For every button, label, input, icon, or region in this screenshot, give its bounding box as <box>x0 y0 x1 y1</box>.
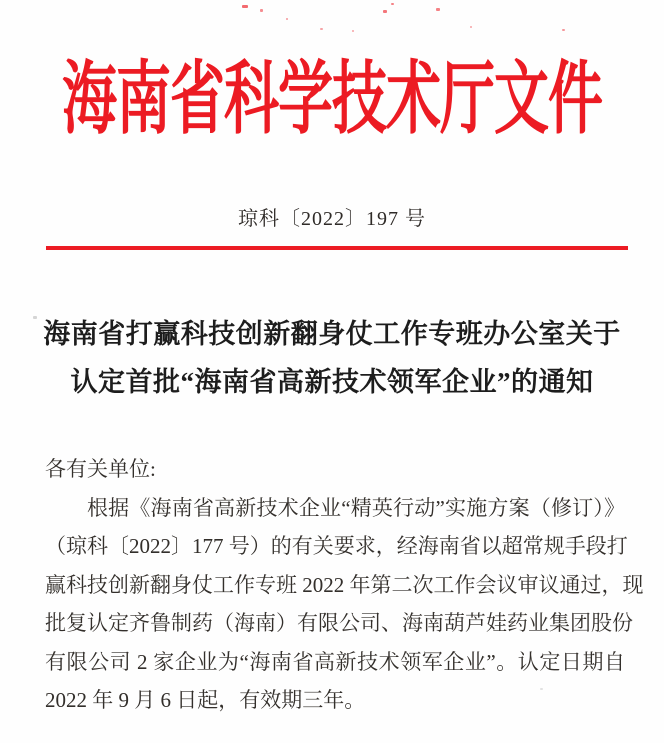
scan-artifact <box>242 5 248 8</box>
body-line: 批复认定齐鲁制药（海南）有限公司、海南葫芦娃药业集团股份 <box>45 611 633 635</box>
red-separator-line <box>46 246 628 250</box>
notice-title <box>18 310 646 406</box>
body-line: 2022 年 9 月 6 日起，有效期三年。 <box>45 688 366 712</box>
salutation: 各有关单位: <box>45 457 156 481</box>
scan-artifact <box>436 8 440 11</box>
notice-title-line1: 海南省打赢科技创新翻身仗工作专班办公室关于 <box>43 319 621 349</box>
body-line: 有限公司 2 家企业为“海南省高新技术领军企业”。认定日期自 <box>45 649 625 674</box>
agency-header-title <box>0 50 664 150</box>
scan-artifact <box>391 3 394 5</box>
notice-title-line2: 认定首批“海南省高新技术领军企业”的通知 <box>70 367 594 397</box>
notice-body <box>45 450 644 720</box>
agency-header-text: 海南省科学技术厅文件 <box>61 55 602 144</box>
scan-artifact <box>286 18 288 20</box>
body-line: （琼科〔2022〕177 号）的有关要求，经海南省以超常规手段打 <box>45 534 628 558</box>
scan-artifact <box>260 9 263 12</box>
body-line: 根据《海南省高新技术企业“精英行动”实施方案（修订）》 <box>87 495 625 520</box>
document-number: 琼科〔2022〕197 号 <box>238 208 426 230</box>
scan-artifact <box>383 10 387 13</box>
body-line: 赢科技创新翻身仗工作专班 2022 年第二次工作会议审议通过，现 <box>45 572 644 597</box>
